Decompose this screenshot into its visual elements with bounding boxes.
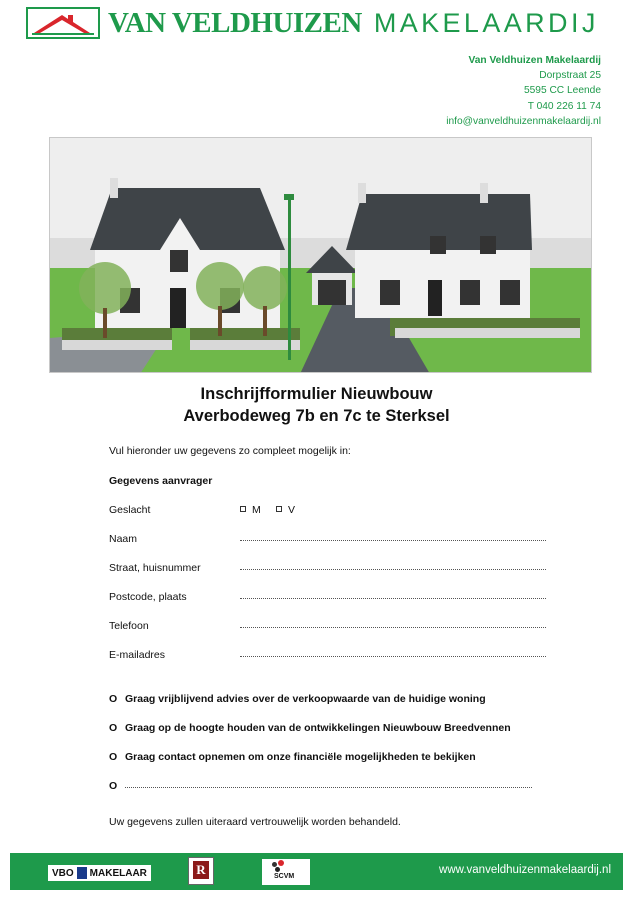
checkbox-icon[interactable] [240, 506, 246, 512]
house-rendering-image [49, 137, 592, 373]
form-title: Inschrijfformulier Nieuwbouw [200, 385, 433, 403]
field-line-email[interactable] [240, 656, 546, 657]
option-marker[interactable]: O [109, 722, 118, 734]
section-heading: Gegevens aanvrager [109, 475, 213, 487]
field-label-email: E-mailadres [109, 649, 166, 661]
form-subtitle: Averbodeweg 7b en 7c te Sterksel [183, 407, 450, 425]
gender-label: Geslacht [109, 504, 151, 516]
address-phone: T 040 226 11 74 [527, 100, 601, 112]
option-marker[interactable]: O [109, 780, 118, 792]
gender-option-m[interactable]: M [240, 504, 261, 516]
brand-name: VAN VELDHUIZEN [108, 6, 362, 39]
option-marker[interactable]: O [109, 693, 118, 705]
scvm-logo: SCVM [262, 859, 310, 885]
field-label-naam: Naam [109, 533, 138, 545]
address-street: Dorpstraat 25 [539, 70, 601, 82]
r-logo: R [188, 857, 214, 885]
option-hoogte: Graag op de hoogte houden van de ontwikkelingen Nieuwbouw Breedvennen [125, 722, 511, 734]
option-other-line[interactable] [125, 787, 532, 788]
vbo-logo: VBO MAKELAAR [48, 865, 151, 881]
address-city: 5595 CC Leende [523, 85, 601, 97]
field-line-naam[interactable] [240, 540, 546, 541]
field-label-telefoon: Telefoon [109, 620, 149, 632]
logo-house-icon [26, 7, 100, 39]
field-line-straat[interactable] [240, 569, 546, 570]
address-email[interactable]: info@vanveldhuizenmakelaardij.nl [446, 115, 601, 127]
gender-option-v[interactable]: V [276, 504, 295, 516]
address-company-name: Van Veldhuizen Makelaardij [468, 55, 601, 66]
footer-bar [10, 853, 623, 890]
option-contact: Graag contact opnemen om onze financiële mogelijkheden te bekijken [125, 751, 476, 763]
field-line-telefoon[interactable] [240, 627, 546, 628]
form-intro: Vul hieronder uw gegevens zo compleet mogelijk in: [109, 445, 351, 457]
option-advies: Graag vrijblijvend advies over de verkoopwaarde van de huidige woning [125, 693, 486, 705]
field-line-postcode[interactable] [240, 598, 546, 599]
footer-website-link[interactable]: www.vanveldhuizenmakelaardij.nl [439, 864, 611, 876]
field-label-postcode: Postcode, plaats [109, 591, 187, 603]
brand-suffix: MAKELAARDIJ [373, 7, 599, 38]
field-label-straat: Straat, huisnummer [109, 562, 201, 574]
vbo-mark-icon [77, 867, 87, 879]
privacy-note: Uw gegevens zullen uiteraard vertrouwelijk worden behandeld. [109, 816, 401, 828]
company-address [446, 53, 601, 129]
checkbox-icon[interactable] [276, 506, 282, 512]
option-marker[interactable]: O [109, 751, 118, 763]
company-logo [26, 6, 599, 40]
